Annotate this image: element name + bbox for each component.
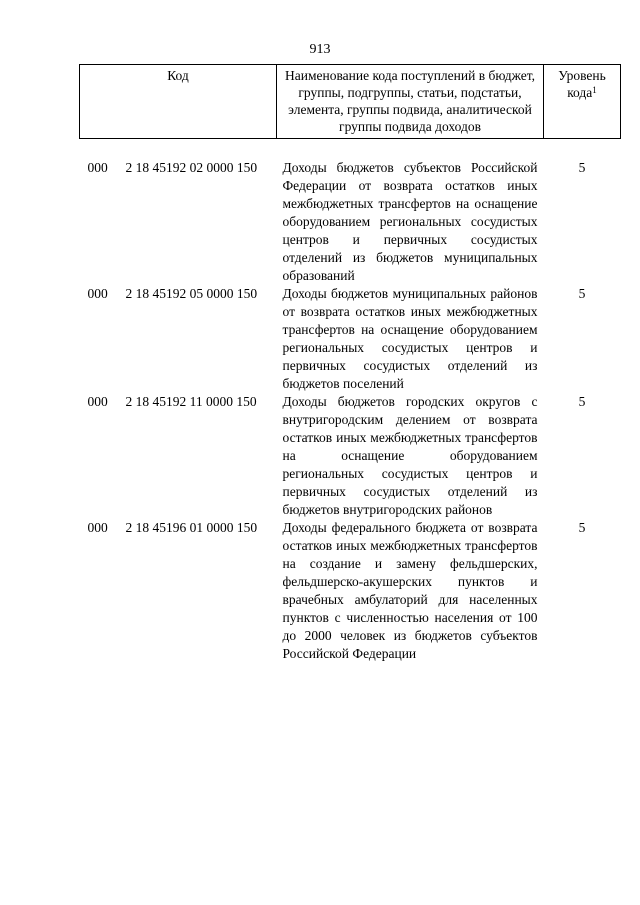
name-cell: Доходы федерального бюджета от возврата остатков иных межбюджетных трансфертов на создание и замену фельдшерских, фельдшерско-акушерских пунктов и врачебных амбулаторий для населенных пунктов с численностью населения от 100 до 2000 человек из бюджетов субъектов Российской Федерации — [282, 520, 538, 661]
table-row — [80, 159, 621, 285]
code-prefix: 000 — [87, 520, 108, 535]
name-cell: Доходы бюджетов городских округов с внутригородским делением от возврата остатков иных межбюджетных трансфертов на оснащение оборудованием региональных сосудистых центров и первичных сосудистых отделений из бюджетов внутригородских районов — [282, 394, 538, 517]
header-level — [544, 65, 621, 139]
code-cell — [80, 159, 277, 285]
revenue-codes-table — [79, 64, 621, 663]
code-cell — [80, 285, 277, 393]
table-row — [80, 285, 621, 393]
page-number: 913 — [309, 42, 331, 57]
code-value: 2 18 45196 01 0000 150 — [125, 520, 258, 535]
header-level-footnote: 1 — [592, 85, 597, 95]
spacer-row — [80, 139, 621, 160]
level-cell: 5 — [578, 286, 586, 301]
name-cell: Доходы бюджетов субъектов Российской Федерации от возврата остатков иных межбюджетных трансфертов на оснащение оборудованием региональных сосудистых центров и первичных сосудистых отделений из бюджетов муниципальных образований — [282, 160, 538, 283]
code-value: 2 18 45192 02 0000 150 — [125, 160, 258, 175]
table-header-row — [80, 65, 621, 139]
code-prefix: 000 — [87, 394, 108, 409]
name-cell: Доходы бюджетов муниципальных районов от возврата остатков иных межбюджетных трансфертов на оснащение оборудованием региональных сосудистых центров и первичных сосудистых отделений из бюджетов поселений — [282, 286, 538, 391]
code-prefix: 000 — [87, 160, 108, 175]
code-prefix: 000 — [87, 286, 108, 301]
level-cell: 5 — [578, 520, 586, 535]
code-value: 2 18 45192 05 0000 150 — [125, 286, 258, 301]
code-cell — [80, 519, 277, 663]
header-level-label: Уровень кода — [558, 68, 606, 100]
code-cell — [80, 393, 277, 519]
header-name: Наименование кода поступлений в бюджет, группы, подгруппы, статьи, подстатьи, элемента, группы подвида, аналитической группы подвида доходов — [277, 65, 544, 139]
code-value: 2 18 45192 11 0000 150 — [125, 394, 257, 409]
table-row — [80, 519, 621, 663]
header-code: Код — [80, 65, 277, 139]
level-cell: 5 — [578, 160, 586, 175]
level-cell: 5 — [578, 394, 586, 409]
table-row — [80, 393, 621, 519]
